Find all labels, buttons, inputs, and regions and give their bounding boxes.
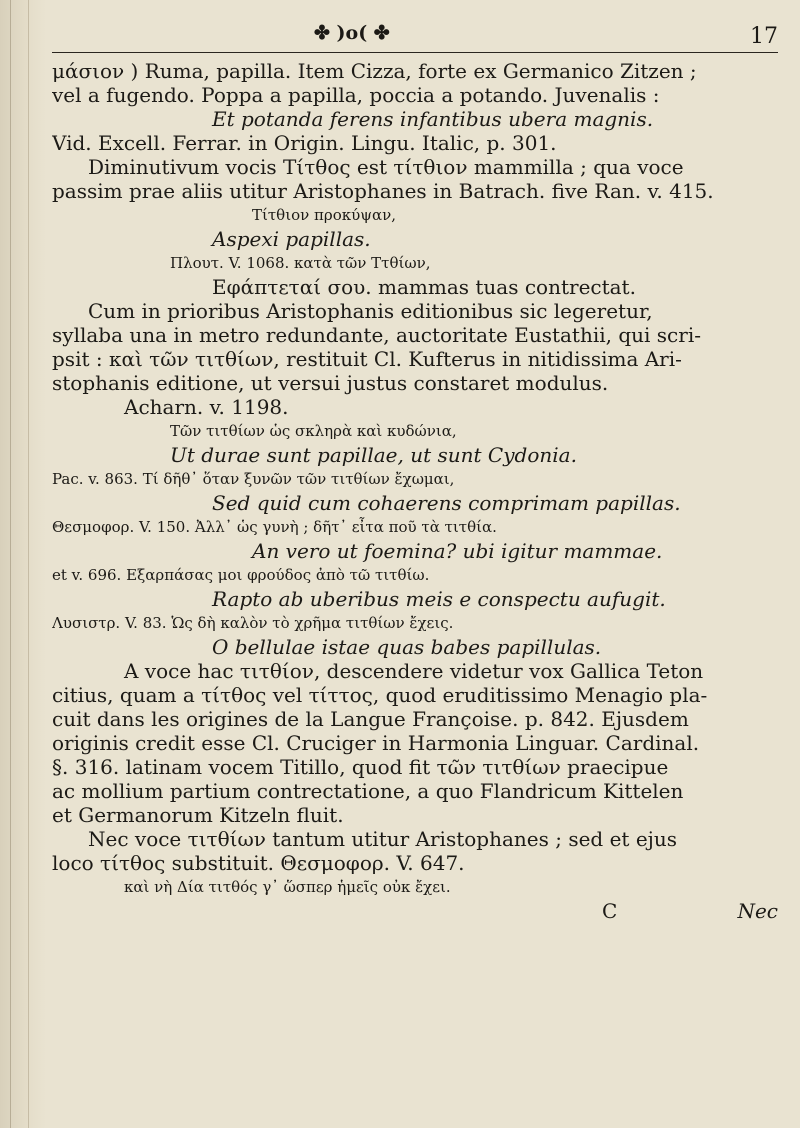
text-line: vel a fugendo. Poppa a papilla, poccia a potando. Juvenalis : <box>52 83 660 107</box>
book-page <box>52 22 778 1112</box>
text-line: passim prae aliis utitur Aristophanes in Batrach. five Ran. v. 415. <box>52 179 714 203</box>
text-line: Τῶν τιτθίων ὡς σκληρὰ καὶ κυδώνια, <box>170 422 457 440</box>
signature-mark: C <box>602 899 618 923</box>
text-line: Ut durae sunt papillae, ut sunt Cydonia. <box>170 443 577 467</box>
text-line: syllaba una in metro redundante, auctoritate Eustathii, qui scri- <box>52 323 701 347</box>
text-line: Diminutivum vocis Τίτθος est τίτθιον mammilla ; qua voce <box>88 155 684 179</box>
text-line: Sed quid cum cohaerens comprimam papillas. <box>212 491 681 515</box>
catchword: Nec <box>737 899 778 923</box>
text-line: loco τίτθος substituit. Θεσμοφορ. V. 647. <box>52 851 465 875</box>
page-number: 17 <box>750 24 778 49</box>
page-body <box>52 59 778 899</box>
text-line: et v. 696. Εξαρπάσας μοι φρούδος ἀπὸ τῶ τιτθίω. <box>52 566 430 584</box>
page-footer <box>52 899 778 929</box>
text-line: Εφάπτεταί σου. mammas tuas contrectat. <box>212 275 636 299</box>
text-line: Πλουτ. V. 1068. κατὰ τῶν Ττθίων, <box>170 254 431 272</box>
header-ornament: ✤ )o( ✤ <box>314 22 390 44</box>
text-line: Nec voce τιτθίων tantum utitur Aristophanes ; sed et ejus <box>88 827 677 851</box>
text-line: Aspexi papillas. <box>212 227 371 251</box>
text-line: Θεσμοφορ. V. 150. Ἀλλ᾽ ὡς γυνὴ ; δῆτ᾽ εἶτα ποῦ τὰ τιτθία. <box>52 518 497 536</box>
text-line: Vid. Excell. Ferrar. in Origin. Lingu. Italic, p. 301. <box>52 131 557 155</box>
text-line: originis credit esse Cl. Cruciger in Harmonia Linguar. Cardinal. <box>52 731 700 755</box>
text-line: Et potanda ferens infantibus ubera magnis. <box>212 107 654 131</box>
text-line: Acharn. v. 1198. <box>124 395 289 419</box>
text-line: μάσιον ) Ruma, papilla. Item Cizza, forte ex Germanico Zitzen ; <box>52 59 697 83</box>
text-line: stophanis editione, ut versui justus constaret modulus. <box>52 371 609 395</box>
text-line: §. 316. latinam vocem Titillo, quod fit τῶν τιτθίων praecipue <box>52 755 669 779</box>
text-line: Λυσιστρ. V. 83. Ὡς δὴ καλὸν τὸ χρῆμα τιτθίων ἔχεις. <box>52 614 454 632</box>
text-line: Τίτθιον προκύψαν, <box>252 206 396 224</box>
text-line: cuit dans les origines de la Langue Françoise. p. 842. Ejusdem <box>52 707 689 731</box>
text-line: citius, quam a τίτθος vel τίττος, quod eruditissimo Menagio pla- <box>52 683 708 707</box>
text-line: Cum in prioribus Aristophanis editionibus sic legeretur, <box>88 299 653 323</box>
text-line: An vero ut foemina? ubi igitur mammae. <box>252 539 663 563</box>
page-header <box>52 22 778 53</box>
text-line: ac mollium partium contrectatione, a quo Flandricum Kittelen <box>52 779 684 803</box>
text-line: O bellulae istae quas babes papillulas. <box>212 635 602 659</box>
text-line: A voce hac τιτθίον, descendere videtur vox Gallica Teton <box>124 659 704 683</box>
text-line: καὶ νὴ Δία τιτθός γ᾽ ὥσπερ ἡμεῖς οὐκ ἔχει. <box>124 878 451 896</box>
text-line: psit : καὶ τῶν τιτθίων, restituit Cl. Kufterus in nitidissima Ari- <box>52 347 682 371</box>
book-gutter <box>0 0 46 1128</box>
text-line: Rapto ab uberibus meis e conspectu aufugit. <box>212 587 666 611</box>
text-line: Pac. v. 863. Τί δῆθ᾽ ὅταν ξυνῶν τῶν τιτθίων ἔχωμαι, <box>52 470 455 488</box>
text-line: et Germanorum Kitzeln fluit. <box>52 803 344 827</box>
